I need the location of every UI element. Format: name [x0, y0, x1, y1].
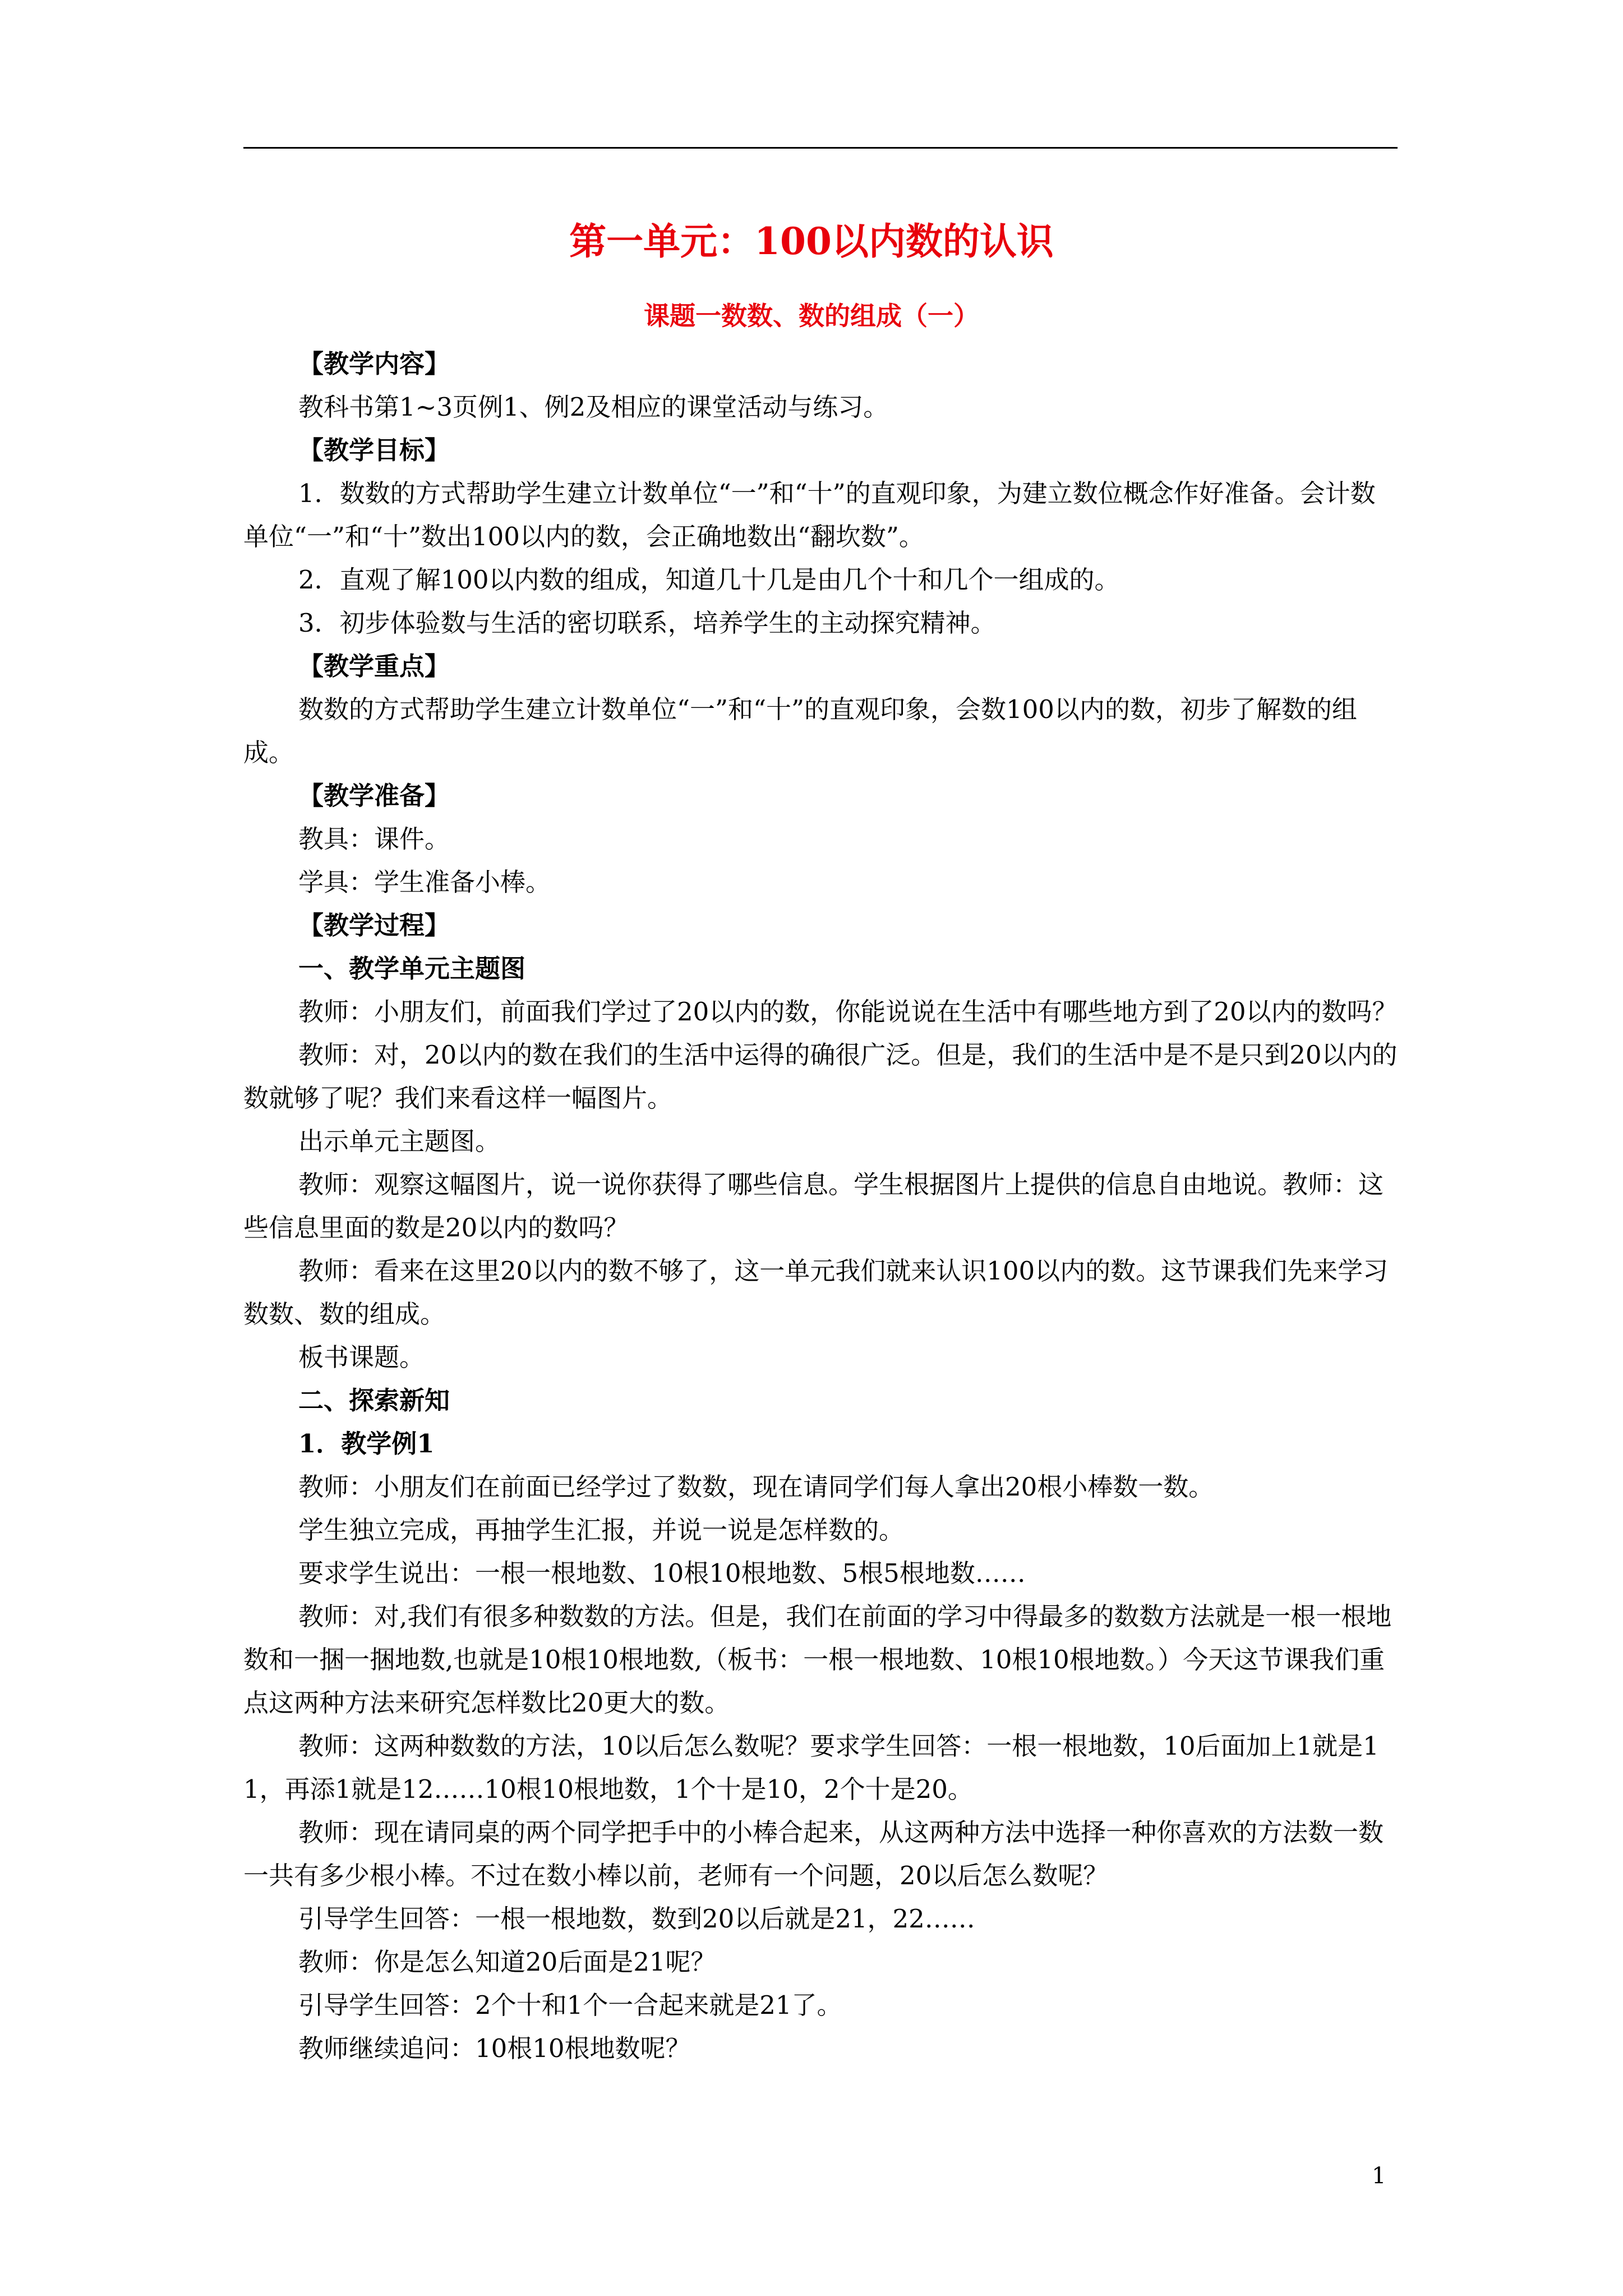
section-heading: 二、探索新知 — [298, 1386, 450, 1415]
paragraph: 3．初步体验数与生活的密切联系，培养学生的主动探究精神。 — [298, 608, 996, 638]
section-heading: 【教学内容】 — [298, 349, 450, 379]
paragraph: 学具：学生准备小棒。 — [298, 867, 551, 897]
document-body — [243, 342, 1398, 2070]
paragraph: 引导学生回答：一根一根地数，数到20以后就是21，22…… — [298, 1904, 975, 1934]
section-heading: 【教学准备】 — [298, 781, 450, 811]
paragraph: 要求学生说出：一根一根地数、10根10根地数、5根5根地数…… — [298, 1558, 1026, 1588]
paragraph: 教师：看来在这里20以内的数不够了，这一单元我们就来认识100以内的数。这节课我们先来学习数数、数的组成。 — [243, 1256, 1389, 1329]
paragraph: 教具：课件。 — [298, 824, 450, 854]
paragraph: 板书课题。 — [298, 1342, 425, 1372]
paragraph: 学生独立完成，再抽学生汇报，并说一说是怎样数的。 — [298, 1515, 905, 1545]
paragraph: 教师：你是怎么知道20后面是21呢？ — [298, 1947, 716, 1977]
paragraph: 引导学生回答：2个十和1个一合起来就是21了。 — [298, 1990, 842, 2020]
unit-title: 第一单元：100以内数的认识 — [569, 219, 1054, 263]
paragraph: 1．数数的方式帮助学生建立计数单位“一”和“十”的直观印象，为建立数位概念作好准备。会计数单位“一”和“十”数出100以内的数，会正确地数出“翻坎数”。 — [243, 478, 1376, 551]
paragraph: 出示单元主题图。 — [298, 1126, 501, 1156]
paragraph: 教师：现在请同桌的两个同学把手中的小棒合起来，从这两种方法中选择一种你喜欢的方法数一数一共有多少根小棒。不过在数小棒以前，老师有一个问题，20以后怎么数呢？ — [243, 1818, 1384, 1890]
lesson-subtitle: 课题一数数、数的组成（一） — [644, 301, 979, 331]
header-rule — [243, 147, 1398, 149]
paragraph: 教师：这两种数数的方法，10以后怎么数呢？要求学生回答：一根一根地数，10后面加上1就是11，再添1就是12……10根10根地数，1个十是10，2个十是20。 — [243, 1731, 1379, 1804]
section-heading: 【教学重点】 — [298, 651, 450, 681]
paragraph: 2．直观了解100以内数的组成，知道几十几是由几个十和几个一组成的。 — [298, 565, 1120, 595]
paragraph: 教师继续追问：10根10根地数呢？ — [298, 2033, 691, 2063]
paragraph: 教师：对,我们有很多种数数的方法。但是，我们在前面的学习中得最多的数数方法就是一根一根地数和一捆一捆地数,也就是10根10根地数,（板书：一根一根地数、10根10根地数。）今天这节课我们重点这两种方法来研究怎样数比20更大的数。 — [243, 1602, 1392, 1718]
paragraph: 教科书第1~3页例1、例2及相应的课堂活动与练习。 — [298, 392, 889, 422]
page-number: 1 — [1372, 2163, 1386, 2189]
paragraph: 教师：观察这幅图片，说一说你获得了哪些信息。学生根据图片上提供的信息自由地说。教师：这些信息里面的数是20以内的数吗？ — [243, 1170, 1384, 1243]
paragraph: 教师：对，20以内的数在我们的生活中运得的确很广泛。但是，我们的生活中是不是只到20以内的数就够了呢？我们来看这样一幅图片。 — [243, 1040, 1398, 1113]
paragraph: 教师：小朋友们在前面已经学过了数数，现在请同学们每人拿出20根小棒数一数。 — [298, 1472, 1214, 1502]
section-heading: 【教学目标】 — [298, 435, 450, 465]
section-heading: 一、教学单元主题图 — [298, 954, 526, 983]
paragraph: 数数的方式帮助学生建立计数单位“一”和“十”的直观印象，会数100以内的数，初步了解数的组成。 — [243, 694, 1357, 767]
paragraph: 教师：小朋友们，前面我们学过了20以内的数，你能说说在生活中有哪些地方到了20以内的数吗？ — [298, 997, 1398, 1027]
section-heading: 1．教学例1 — [298, 1429, 435, 1458]
section-heading: 【教学过程】 — [298, 910, 450, 940]
